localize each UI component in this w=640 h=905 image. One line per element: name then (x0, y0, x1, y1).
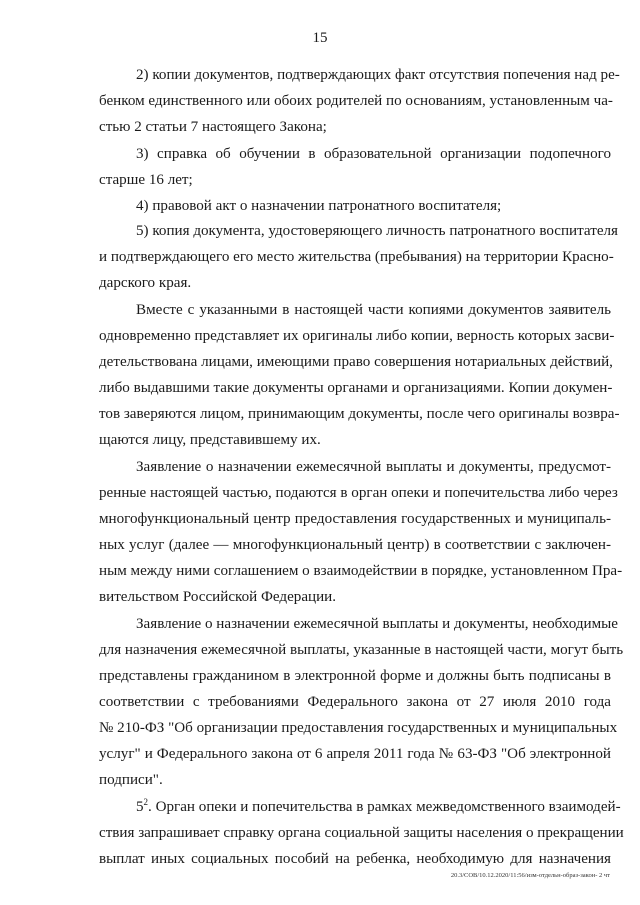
text-line: ным между ними соглашением о взаимодействии в порядке, установленном Пра- (99, 563, 623, 579)
text-line (136, 796, 621, 816)
text-line: бенком единственного или обоих родителей по основаниям, установленным ча- (99, 93, 613, 109)
text-line: ренные настоящей частью, подаются в орган опеки и попечительства либо через (99, 485, 618, 501)
text-line: № 210-ФЗ "Об организации предоставления государственных и муниципальных (99, 720, 618, 736)
text-line: старше 16 лет; (99, 172, 193, 188)
text-line: услуг" и Федерального закона от 6 апреля 2011 года № 63-ФЗ "Об электронной (99, 746, 611, 762)
text-line: тов заверяются лицом, принимающим документы, после чего оригиналы возвра- (99, 406, 620, 422)
document-footer: 20.3/СОВ/10.12.2020/11:56/изм-отдельн-образ-закон- 2 чт (450, 872, 610, 879)
text-line: многофункциональный центр предоставления государственных и муниципаль- (99, 511, 611, 527)
text-line: детельствована лицами, имеющими право совершения нотариальных действий, (99, 354, 613, 370)
text-line: ных услуг (далее — многофункциональный центр) в соответствии с заключен- (99, 537, 611, 553)
text-line: щаются лицу, представившему их. (99, 432, 321, 448)
text-line: представлены гражданином в электронной форме и должны быть подписаны в (99, 668, 611, 684)
text-line: вительством Российской Федерации. (99, 589, 337, 605)
text-line: для назначения ежемесячной выплаты, указанные в настоящей части, могут быть (99, 642, 624, 658)
text-line: стью 2 статьи 7 настоящего Закона; (99, 119, 327, 135)
item-number-superscript: 2 (143, 796, 149, 807)
text-line: 2) копии документов, подтверждающих факт отсутствия попечения над ре- (136, 67, 620, 83)
text-line: одновременно представляет их оригиналы либо копии, верность которых засви- (99, 328, 615, 344)
text-line: дарского края. (99, 275, 192, 291)
text-line: подписи". (99, 772, 163, 788)
item-number: 5 (136, 799, 144, 815)
text-line: 3) справка об обучении в образовательной организации подопечного (136, 146, 611, 162)
text-line: выплат иных социальных пособий на ребенка, необходимую для назначения (99, 851, 611, 867)
page-number: 15 (312, 30, 328, 46)
text-line: Заявление о назначении ежемесячной выплаты и документы, предусмот- (136, 459, 611, 475)
text-line: Заявление о назначении ежемесячной выплаты и документы, необходимые (136, 616, 618, 632)
text-line: соответствии с требованиями Федерального закона от 27 июля 2010 года (99, 694, 611, 710)
text-line: 5) копия документа, удостоверяющего личность патронатного воспитателя (136, 223, 618, 239)
text-line: и подтверждающего его место жительства (пребывания) на территории Красно- (99, 249, 614, 265)
text-line: ствия запрашивает справку органа социальной защиты населения о прекращении (99, 825, 624, 841)
text-line-rest: . Орган опеки и попечительства в рамках межведомственного взаимодей- (148, 799, 621, 815)
text-line: Вместе с указанными в настоящей части копиями документов заявитель (136, 302, 611, 318)
text-line: либо выдавшими такие документы органами и организациями. Копии докумен- (99, 380, 613, 396)
text-line: 4) правовой акт о назначении патронатного воспитателя; (136, 198, 502, 214)
